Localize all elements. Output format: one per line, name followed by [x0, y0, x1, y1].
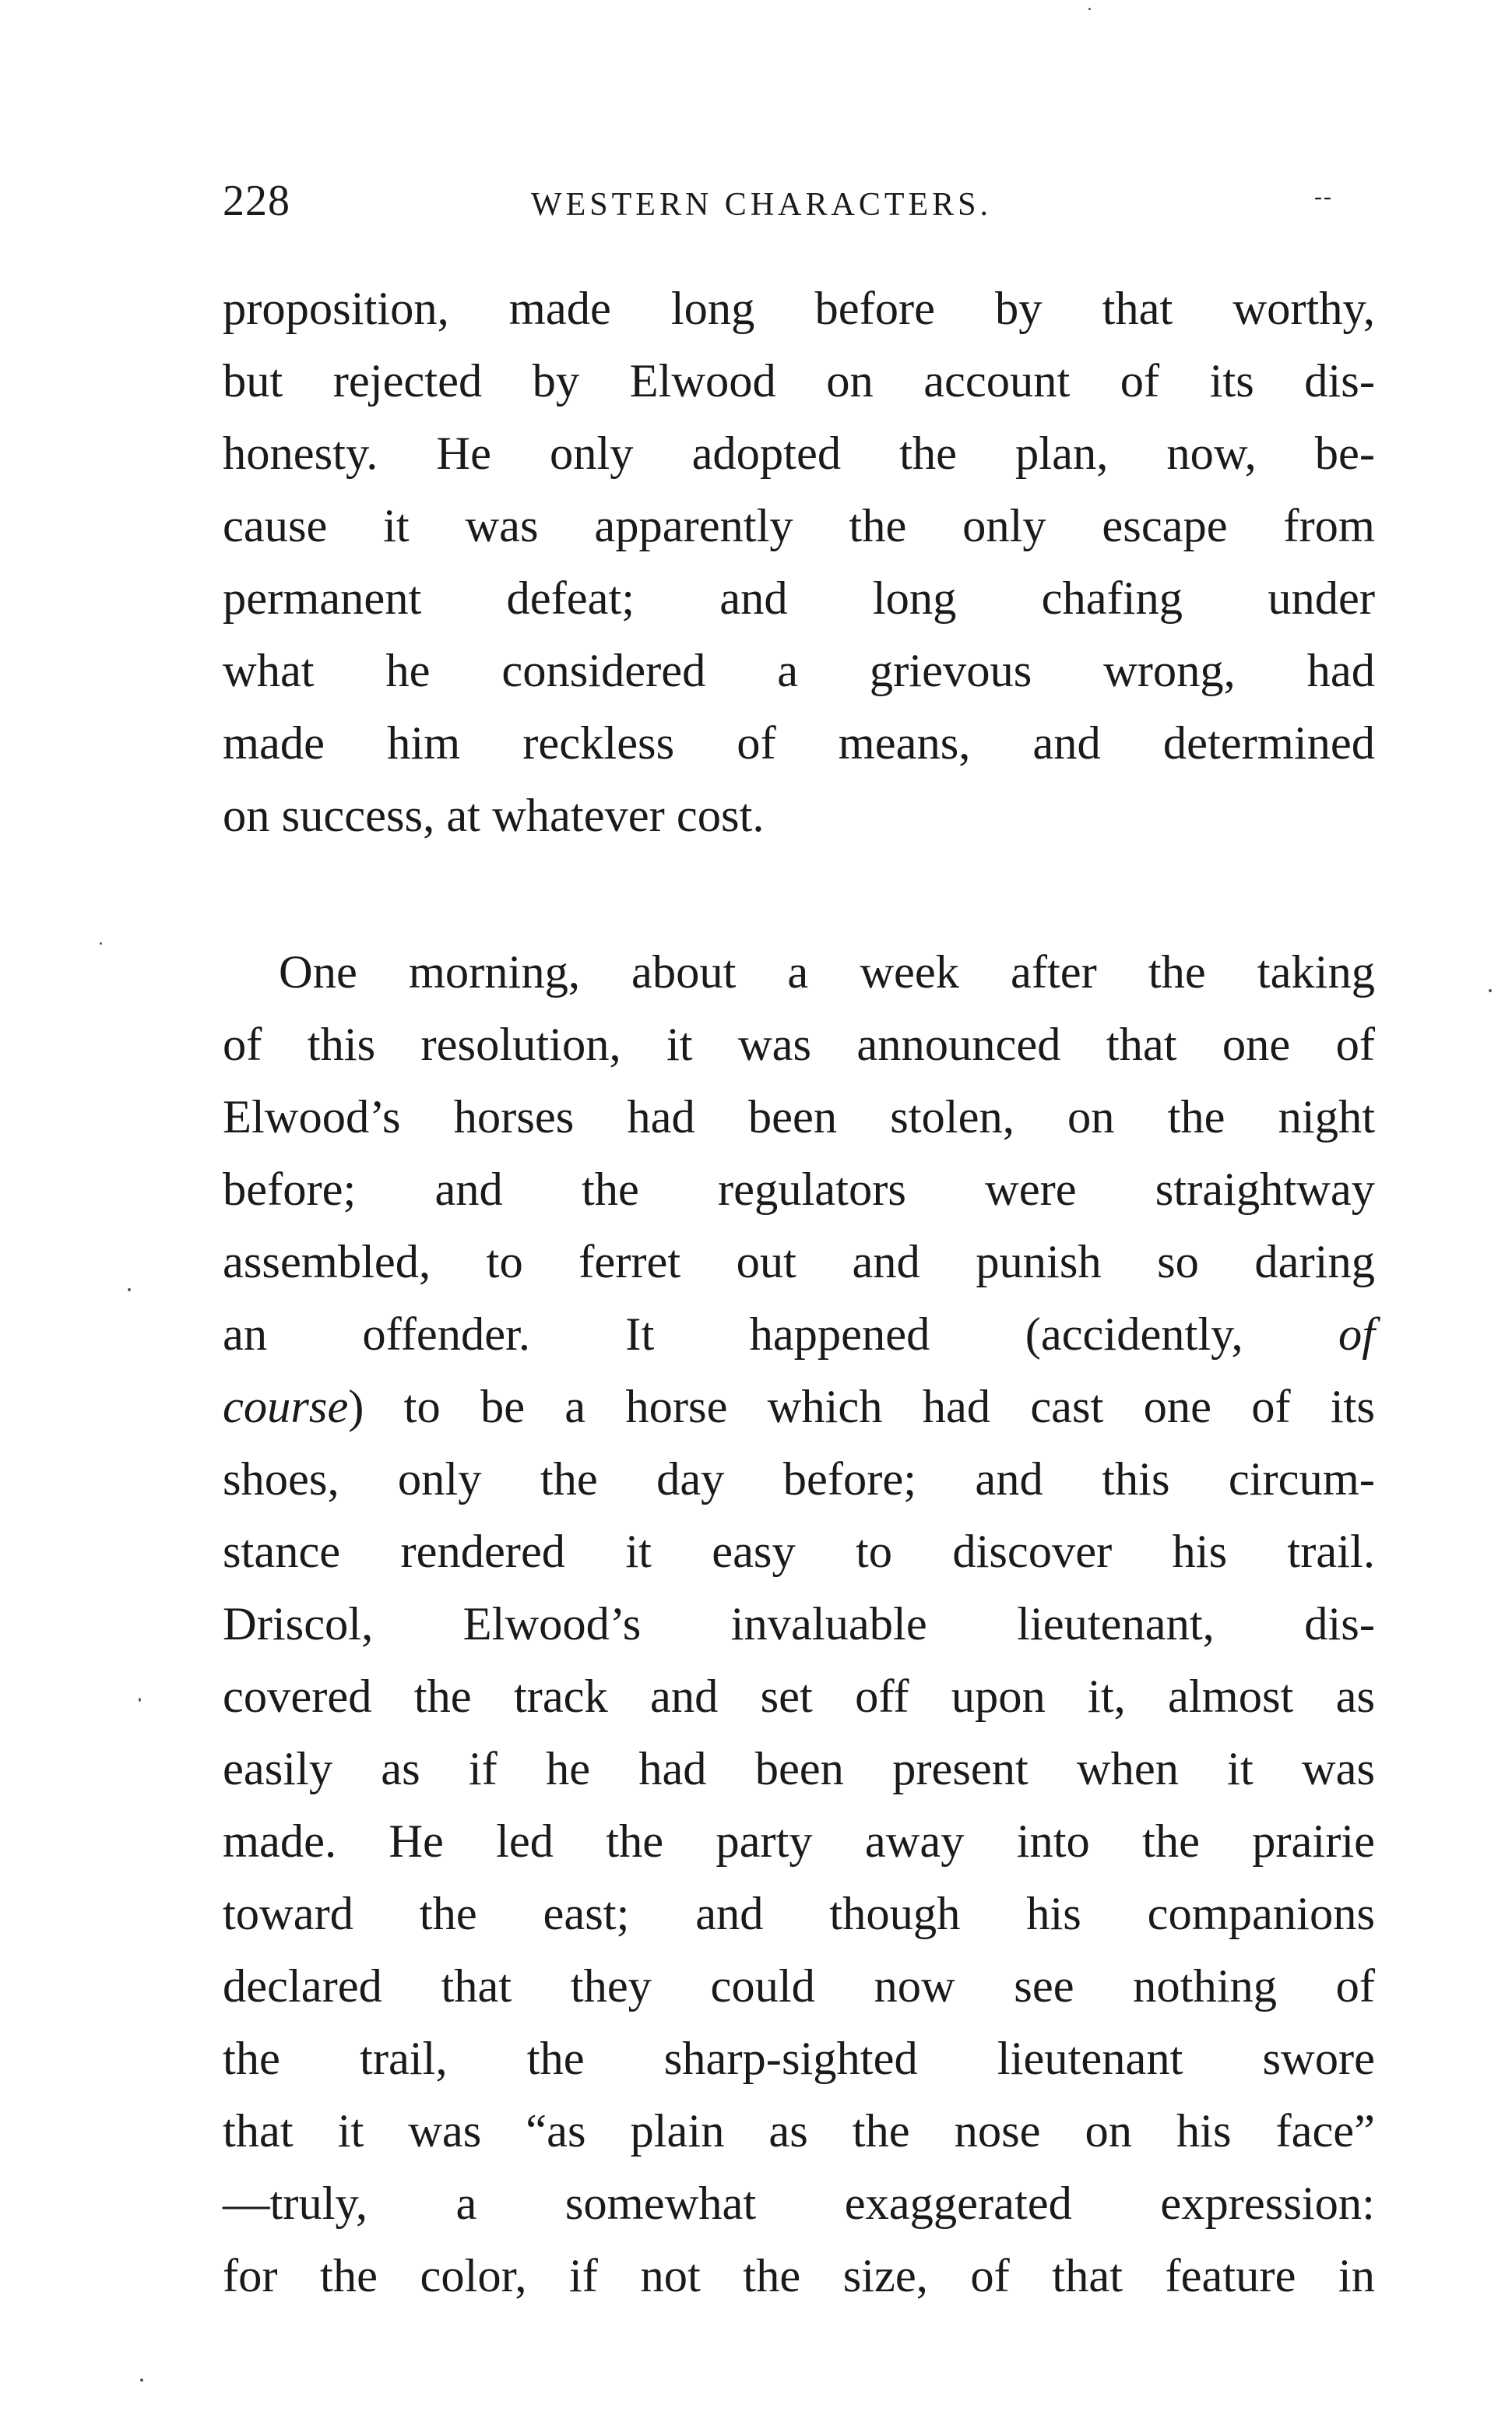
text-line: declared that they could now see nothing of — [223, 1960, 1375, 2012]
text-line: stance rendered it easy to discover his trail. — [223, 1526, 1375, 1578]
print-speck — [139, 1698, 141, 1702]
print-speck — [1088, 8, 1091, 10]
text-line: for the color, if not the size, of that feature in — [223, 2250, 1375, 2302]
text-line: but rejected by Elwood on account of its dis- — [223, 355, 1375, 407]
text-line: shoes, only the day before; and this circum- — [223, 1453, 1375, 1505]
text-line: that it was “as plain as the nose on his face” — [223, 2105, 1375, 2157]
text-line: Elwood’s horses had been stolen, on the night — [223, 1091, 1375, 1143]
text-line: cause it was apparently the only escape from — [223, 500, 1375, 552]
page-header — [223, 170, 1375, 232]
text-line: of this resolution, it was announced that one of — [223, 1019, 1375, 1071]
text-line: what he considered a grievous wrong, had — [223, 645, 1375, 697]
print-speck — [140, 2379, 143, 2382]
text-line-with-italic — [223, 1371, 1375, 1443]
text-line: Driscol, Elwood’s invaluable lieutenant, dis- — [223, 1598, 1375, 1650]
paragraph-2 — [223, 936, 1375, 2312]
italic-word: course — [223, 1381, 349, 1433]
text-line-with-italic — [223, 1298, 1375, 1371]
text-line: toward the east; and though his companions — [223, 1888, 1375, 1940]
paragraph-1 — [223, 273, 1375, 852]
text-line: before; and the regulators were straightway — [223, 1164, 1375, 1216]
text-line: —truly, a somewhat exaggerated expression: — [223, 2178, 1375, 2230]
text-segment: ) to be a horse which had cast one of its — [348, 1381, 1375, 1433]
body-text — [223, 273, 1375, 2312]
print-speck — [128, 1288, 131, 1291]
text-line: covered the track and set off upon it, almost as — [223, 1671, 1375, 1723]
italic-word: of — [1338, 1308, 1375, 1361]
text-line: honesty. He only adopted the plan, now, be- — [223, 428, 1375, 480]
text-line: the trail, the sharp-sighted lieutenant swore — [223, 2033, 1375, 2085]
print-speck — [100, 942, 102, 945]
print-speck — [1489, 989, 1492, 992]
page-number: 228 — [223, 177, 290, 225]
running-head: WESTERN CHARACTERS. — [531, 187, 993, 223]
text-line: made. He led the party away into the prairie — [223, 1815, 1375, 1868]
text-line: made him reckless of means, and determined — [223, 717, 1375, 769]
text-line: proposition, made long before by that worthy, — [223, 283, 1375, 335]
text-line: One morning, about a week after the taking — [279, 946, 1375, 998]
text-line: permanent defeat; and long chafing under — [223, 572, 1375, 625]
text-line: on success, at whatever cost. — [223, 790, 765, 842]
text-segment: an offender. It happened (accidently, — [223, 1308, 1338, 1361]
text-line: assembled, to ferret out and punish so daring — [223, 1236, 1375, 1288]
header-mark: -- — [1314, 184, 1333, 210]
text-line: easily as if he had been present when it was — [223, 1743, 1375, 1795]
